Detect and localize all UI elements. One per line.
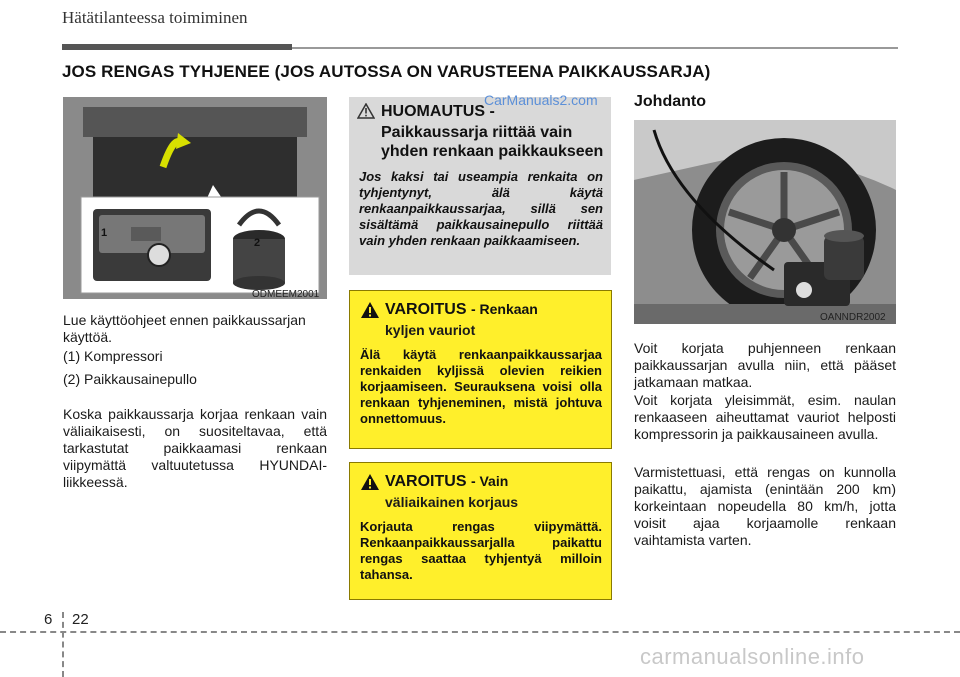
warning2-text: Korjauta rengas viipymättä. Renkaanpaikkaussarjalla paikattu rengas saattaa tyhjentyä milloin tahansa.	[360, 519, 602, 582]
header-rule-light	[292, 47, 898, 49]
warning-box-sidewall	[349, 290, 612, 449]
warning-box-temporary	[349, 462, 612, 600]
warning1-heading	[385, 301, 538, 319]
header-rule-dark	[62, 44, 292, 50]
item-compressor: (1) Kompressori	[63, 348, 163, 364]
watermark-top: CarManuals2.com	[484, 92, 598, 108]
note-label: HUOMAUTUS -	[381, 103, 495, 120]
warning-triangle-outline-icon	[357, 103, 375, 119]
left-image-caption: ODMEEM2001	[252, 289, 320, 300]
warning2-subtitle-inline: - Vain	[470, 473, 509, 489]
intro-paragraph-3: Varmistettuasi, että rengas on kunnolla paikattu, ajamista (enintään 200 km) korkeintaan nopeudella 80 km/h, jotta voisit ajaa korjaamolle renkaan vaihtamista varten.	[634, 464, 896, 548]
right-image-caption: OANNDR2002	[820, 312, 886, 323]
intro-heading: Johdanto	[634, 93, 706, 110]
warning2-label: VAROITUS	[385, 473, 467, 490]
warning1-text: Älä käytä renkaanpaikkaussarjaa renkaiden kyljissä olevien reikien korjaamiseen. Seurauksena voisi olla renkaan tyhjeneminen, mistä johtuva onnettomuus.	[360, 347, 602, 426]
warning-triangle-filled-icon	[360, 301, 380, 319]
note-text: Jos kaksi tai useampia renkaita on tyhjentynyt, älä käytä renkaanpaikkaussarjaa, sillä sen sisältämä paikkausainepullo riittää vain yhden renkaan paikkaamiseen.	[359, 169, 603, 248]
page-number: 22	[72, 611, 89, 628]
chapter-title: JOS RENGAS TYHJENEE (JOS AUTOSSA ON VARUSTEENA PAIKKAUSSARJA)	[62, 62, 711, 81]
watermark-bottom: carmanualsonline.info	[640, 644, 865, 669]
intro-paragraph-2: Voit korjata yleisimmät, esim. naulan renkaaseen aiheuttamat vauriot helposti kompressorin ja paikkausaineen avulla.	[634, 392, 896, 442]
warning-triangle-filled-icon	[360, 473, 380, 491]
warning1-subtitle: kyljen vauriot	[385, 322, 476, 338]
footer-divider	[0, 631, 960, 633]
repair-kit-trunk-image	[63, 97, 327, 299]
note-box	[349, 97, 611, 275]
section-title: Hätätilanteessa toimiminen	[62, 8, 248, 27]
warning2-heading	[385, 473, 508, 491]
item-sealant: (2) Paikkausainepullo	[63, 371, 197, 387]
footer-vertical-divider	[62, 612, 64, 677]
warning1-label: VAROITUS	[385, 301, 467, 318]
label-sealant-number: 2	[254, 237, 261, 249]
label-compressor-number: 1	[101, 227, 108, 239]
note-subtitle: Paikkaussarja riittää vain yhden renkaan paikkaukseen	[381, 124, 604, 160]
tire-repair-image	[634, 120, 896, 324]
chapter-number: 6	[44, 611, 53, 628]
left-paragraph: Koska paikkaussarja korjaa renkaan vain väliaikaisesti, on suositeltavaa, että tarkastutat paikkaamasi renkaan viipymättä valtuutetussa HYUNDAI-liikkeessä.	[63, 406, 327, 490]
warning1-subtitle-inline: - Renkaan	[470, 301, 538, 317]
instruction-text: Lue käyttöohjeet ennen paikkaussarjan käyttöä.	[63, 312, 306, 345]
intro-paragraph-1: Voit korjata puhjenneen renkaan paikkaussarjan avulla niin, että pääset jatkamaan matkaa.	[634, 340, 896, 390]
warning2-subtitle: väliaikainen korjaus	[385, 494, 519, 510]
